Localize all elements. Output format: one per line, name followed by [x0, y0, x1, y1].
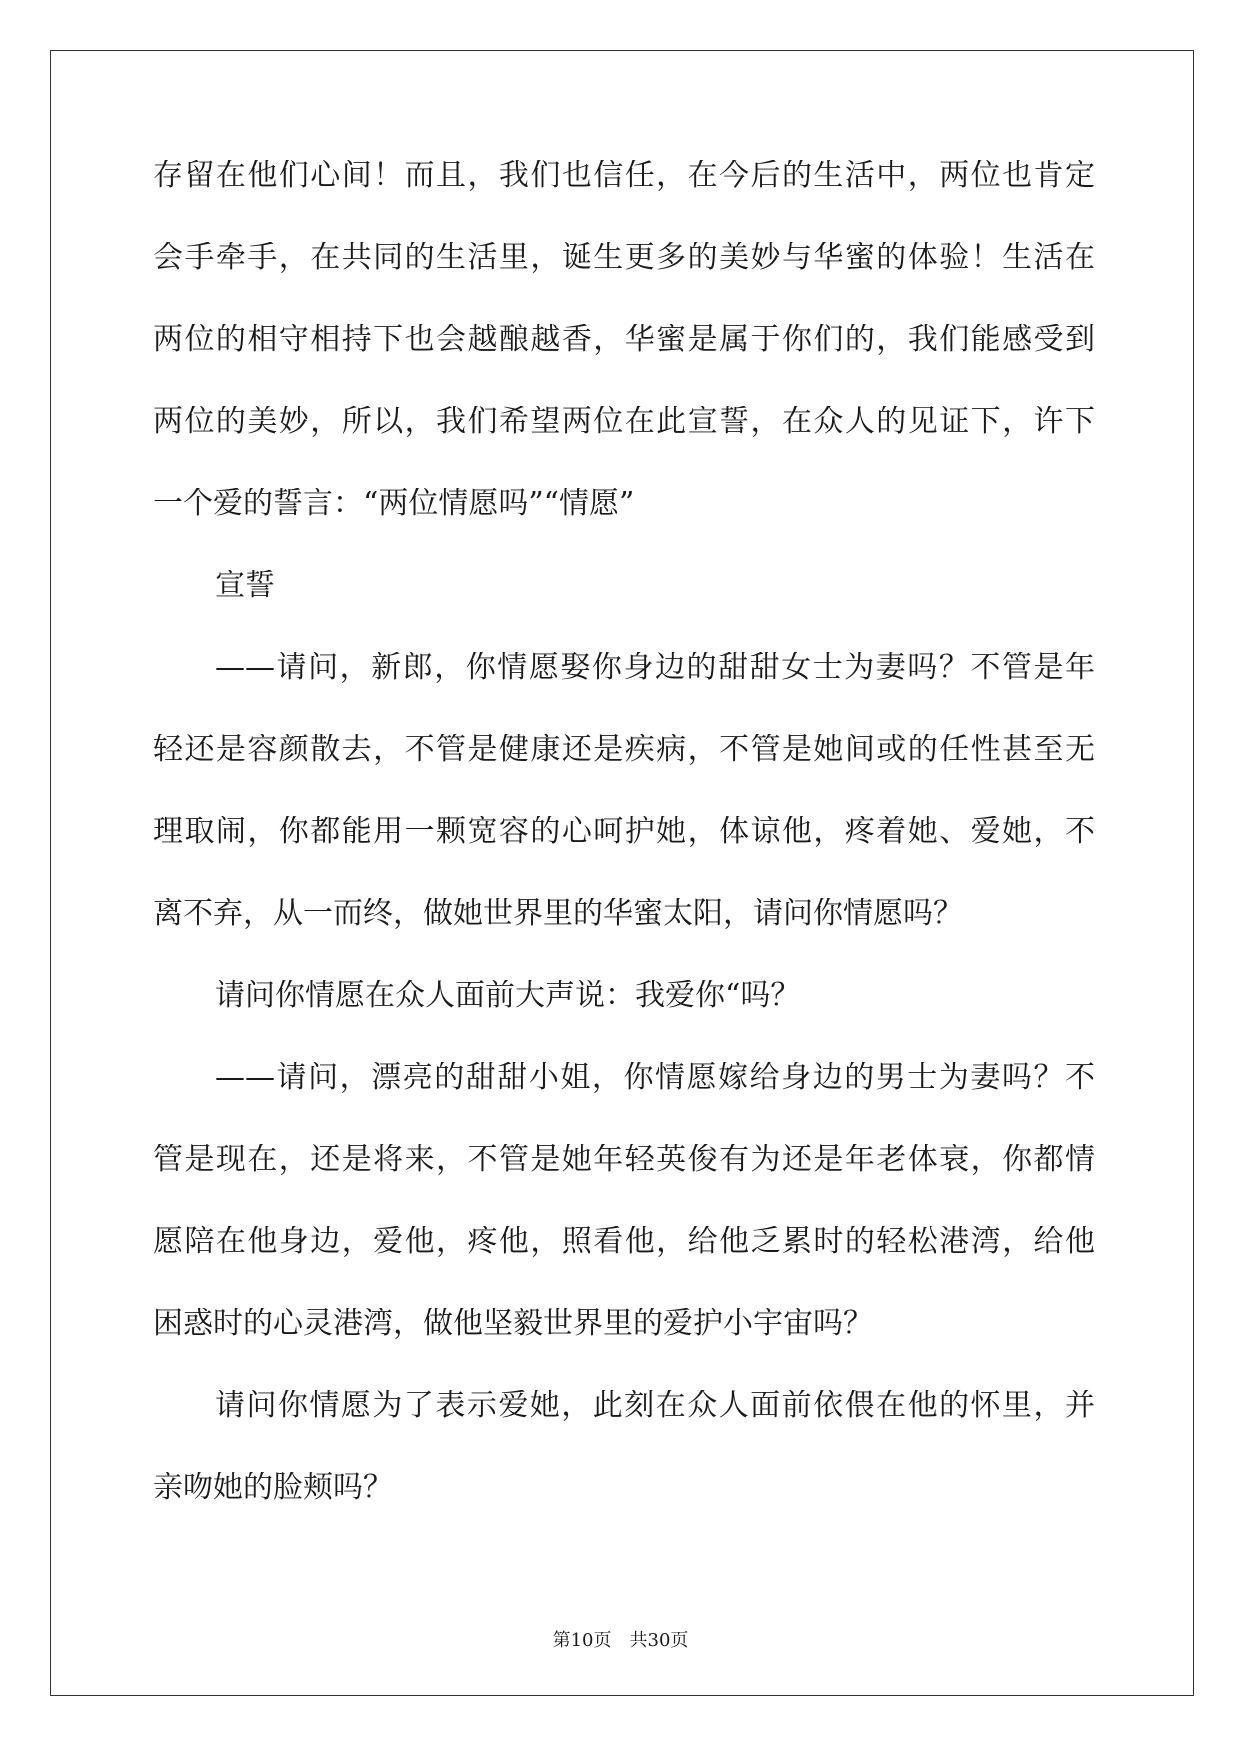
text-line: 存留在他们心间！而且，我们也信任，在今后的生活中，两位也肯定	[153, 160, 1095, 193]
text-line: 一个爱的誓言：“两位情愿吗”“情愿”	[153, 488, 635, 521]
page-footer	[0, 1626, 1241, 1652]
text-line: 愿陪在他身边，爱他，疼他，照看他，给他乏累时的轻松港湾，给他	[153, 1226, 1095, 1259]
text-line: 请问你情愿在众人面前大声说：我爱你“吗？	[215, 980, 801, 1013]
text-line: 亲吻她的脸颊吗？	[153, 1472, 393, 1505]
text-line: 困惑时的心灵港湾，做他坚毅世界里的爱护小宇宙吗？	[153, 1308, 873, 1341]
text-line: 请问你情愿为了表示爱她，此刻在众人面前依偎在他的怀里，并	[215, 1390, 1095, 1423]
section-heading: 宣誓	[215, 570, 275, 603]
text-line: 会手牵手，在共同的生活里，诞生更多的美妙与华蜜的体验！生活在	[153, 242, 1095, 275]
document-body	[153, 160, 1095, 1554]
text-line: 离不弃，从一而终，做她世界里的华蜜太阳，请问你情愿吗？	[153, 898, 963, 931]
text-line: ——请问，漂亮的甜甜小姐，你情愿嫁给身边的男士为妻吗？不	[215, 1062, 1095, 1095]
text-line: 管是现在，还是将来，不管是她年轻英俊有为还是年老体衰，你都情	[153, 1144, 1095, 1177]
text-line: 两位的美妙，所以，我们希望两位在此宣誓，在众人的见证下，许下	[153, 406, 1095, 439]
text-line: 两位的相守相持下也会越酿越香，华蜜是属于你们的，我们能感受到	[153, 324, 1095, 357]
text-line: ——请问，新郎，你情愿娶你身边的甜甜女士为妻吗？不管是年	[215, 652, 1095, 685]
page-total: 共30页	[629, 1630, 689, 1651]
text-line: 轻还是容颜散去，不管是健康还是疾病，不管是她间或的任性甚至无	[153, 734, 1095, 767]
page-number: 第10页	[552, 1630, 612, 1651]
text-line: 理取闹，你都能用一颗宽容的心呵护她，体谅他，疼着她、爱她，不	[153, 816, 1095, 849]
